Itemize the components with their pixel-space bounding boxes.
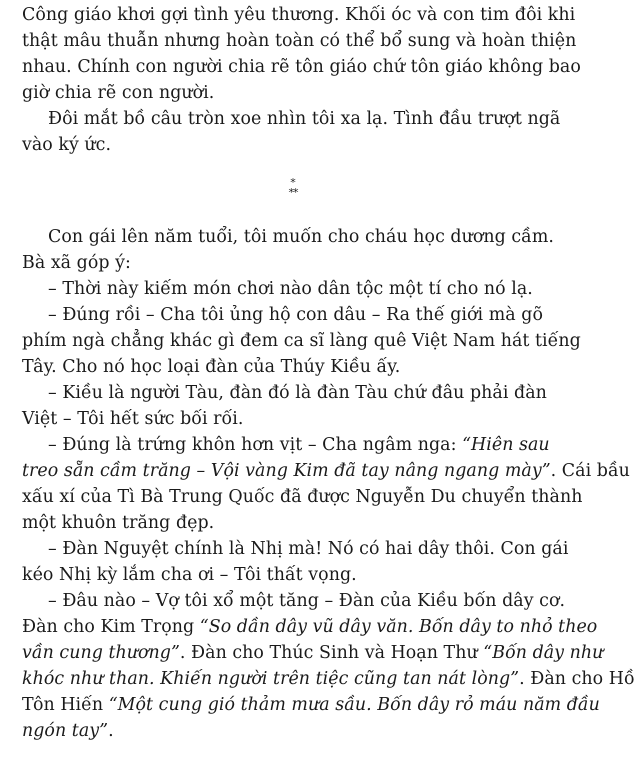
text-line: Bà xã góp ý:	[22, 253, 131, 273]
text-line: một khuôn trăng đẹp.	[22, 513, 215, 533]
dialogue-narrator-1	[22, 380, 586, 432]
quote-text: ngón tay”	[22, 721, 109, 741]
text-line: treo sẵn cầm trăng – Vội vàng Kim đã tay nâng ngang mày”. Cái bầu	[22, 461, 630, 481]
quote-text: vần cung thương”	[22, 643, 180, 663]
text-line: – Kiều là người Tàu, đàn đó là đàn Tàu chứ đâu phải đàn	[48, 383, 547, 403]
asterism-ornament: * **	[288, 176, 298, 199]
text-line: Tây. Cho nó học loại đàn của Thúy Kiều ấy.	[22, 357, 401, 377]
dialogue-father-2	[22, 432, 630, 536]
text-line: – Đúng là trứng khôn hơn vịt – Cha ngâm nga: “Hiên sau	[48, 435, 550, 455]
text-line: vào ký ức.	[22, 135, 112, 155]
text-line: vần cung thương”. Đàn cho Thúc Sinh và Hoạn Thư “Bốn dây như	[22, 643, 604, 663]
text-line: Việt – Tôi hết sức bối rối.	[22, 409, 244, 429]
text-line: ngón tay”.	[22, 721, 114, 741]
paragraph-religion	[22, 2, 586, 106]
text-line: – Đâu nào – Vợ tôi xổ một tăng – Đàn của Kiều bốn dây cơ.	[48, 591, 566, 611]
text-line: phím ngà chẳng khác gì đem ca sĩ làng quê Việt Nam hát tiếng	[22, 331, 581, 351]
text-line: nhau. Chính con người chia rẽ tôn giáo chứ tôn giáo không bao	[22, 57, 581, 77]
dialogue-wife-2	[22, 588, 635, 744]
quote-text: “Hiên sau	[462, 435, 550, 455]
text-line: Công giáo khơi gợi tình yêu thương. Khối óc và con tim đôi khi	[22, 5, 576, 25]
text-line: – Thời này kiếm món chơi nào dân tộc một tí cho nó lạ.	[48, 279, 533, 299]
dialogue-wife-1	[22, 276, 586, 302]
dialogue-father-1	[22, 302, 586, 380]
text-line: thật mâu thuẫn nhưng hoàn toàn có thể bổ sung và hoàn thiện	[22, 31, 577, 51]
text-line: Đôi mắt bồ câu tròn xoe nhìn tôi xa lạ. Tình đầu trượt ngã	[48, 109, 561, 129]
quote-text: treo sẵn cầm trăng – Vội vàng Kim đã tay nâng ngang mày”	[22, 461, 551, 481]
text-line: xấu xí của Tì Bà Trung Quốc đã được Nguyễn Du chuyển thành	[22, 487, 583, 507]
text-line: giờ chia rẽ con người.	[22, 83, 215, 103]
text-line: – Đàn Nguyệt chính là Nhị mà! Nó có hai dây thôi. Con gái	[48, 539, 569, 559]
text-line: Con gái lên năm tuổi, tôi muốn cho cháu học dương cầm.	[48, 227, 555, 247]
text-line: kéo Nhị kỳ lắm cha ơi – Tôi thất vọng.	[22, 565, 357, 585]
quote-text: khóc như than. Khiến người trên tiệc cũng tan nát lòng”	[22, 669, 520, 689]
paragraph-dove-eyes	[22, 106, 586, 158]
text-line: Đàn cho Kim Trọng “So dần dây vũ dây văn. Bốn dây to nhỏ theo	[22, 617, 598, 637]
quote-text: “Bốn dây như	[483, 643, 604, 663]
text-line: khóc như than. Khiến người trên tiệc cũng tan nát lòng”. Đàn cho Hồ	[22, 669, 635, 689]
quote-text: “So dần dây vũ dây văn. Bốn dây to nhỏ theo	[199, 617, 598, 637]
paragraph-daughter	[22, 224, 586, 276]
quote-text: “Một cung gió thảm mưa sầu. Bốn dây rỏ máu năm đầu	[108, 695, 600, 715]
dialogue-narrator-2	[22, 536, 586, 588]
text-line: – Đúng rồi – Cha tôi ủng hộ con dâu – Ra thế giới mà gõ	[48, 305, 543, 325]
text-line: Tôn Hiến “Một cung gió thảm mưa sầu. Bốn dây rỏ máu năm đầu	[22, 695, 600, 715]
section-separator	[22, 172, 586, 210]
